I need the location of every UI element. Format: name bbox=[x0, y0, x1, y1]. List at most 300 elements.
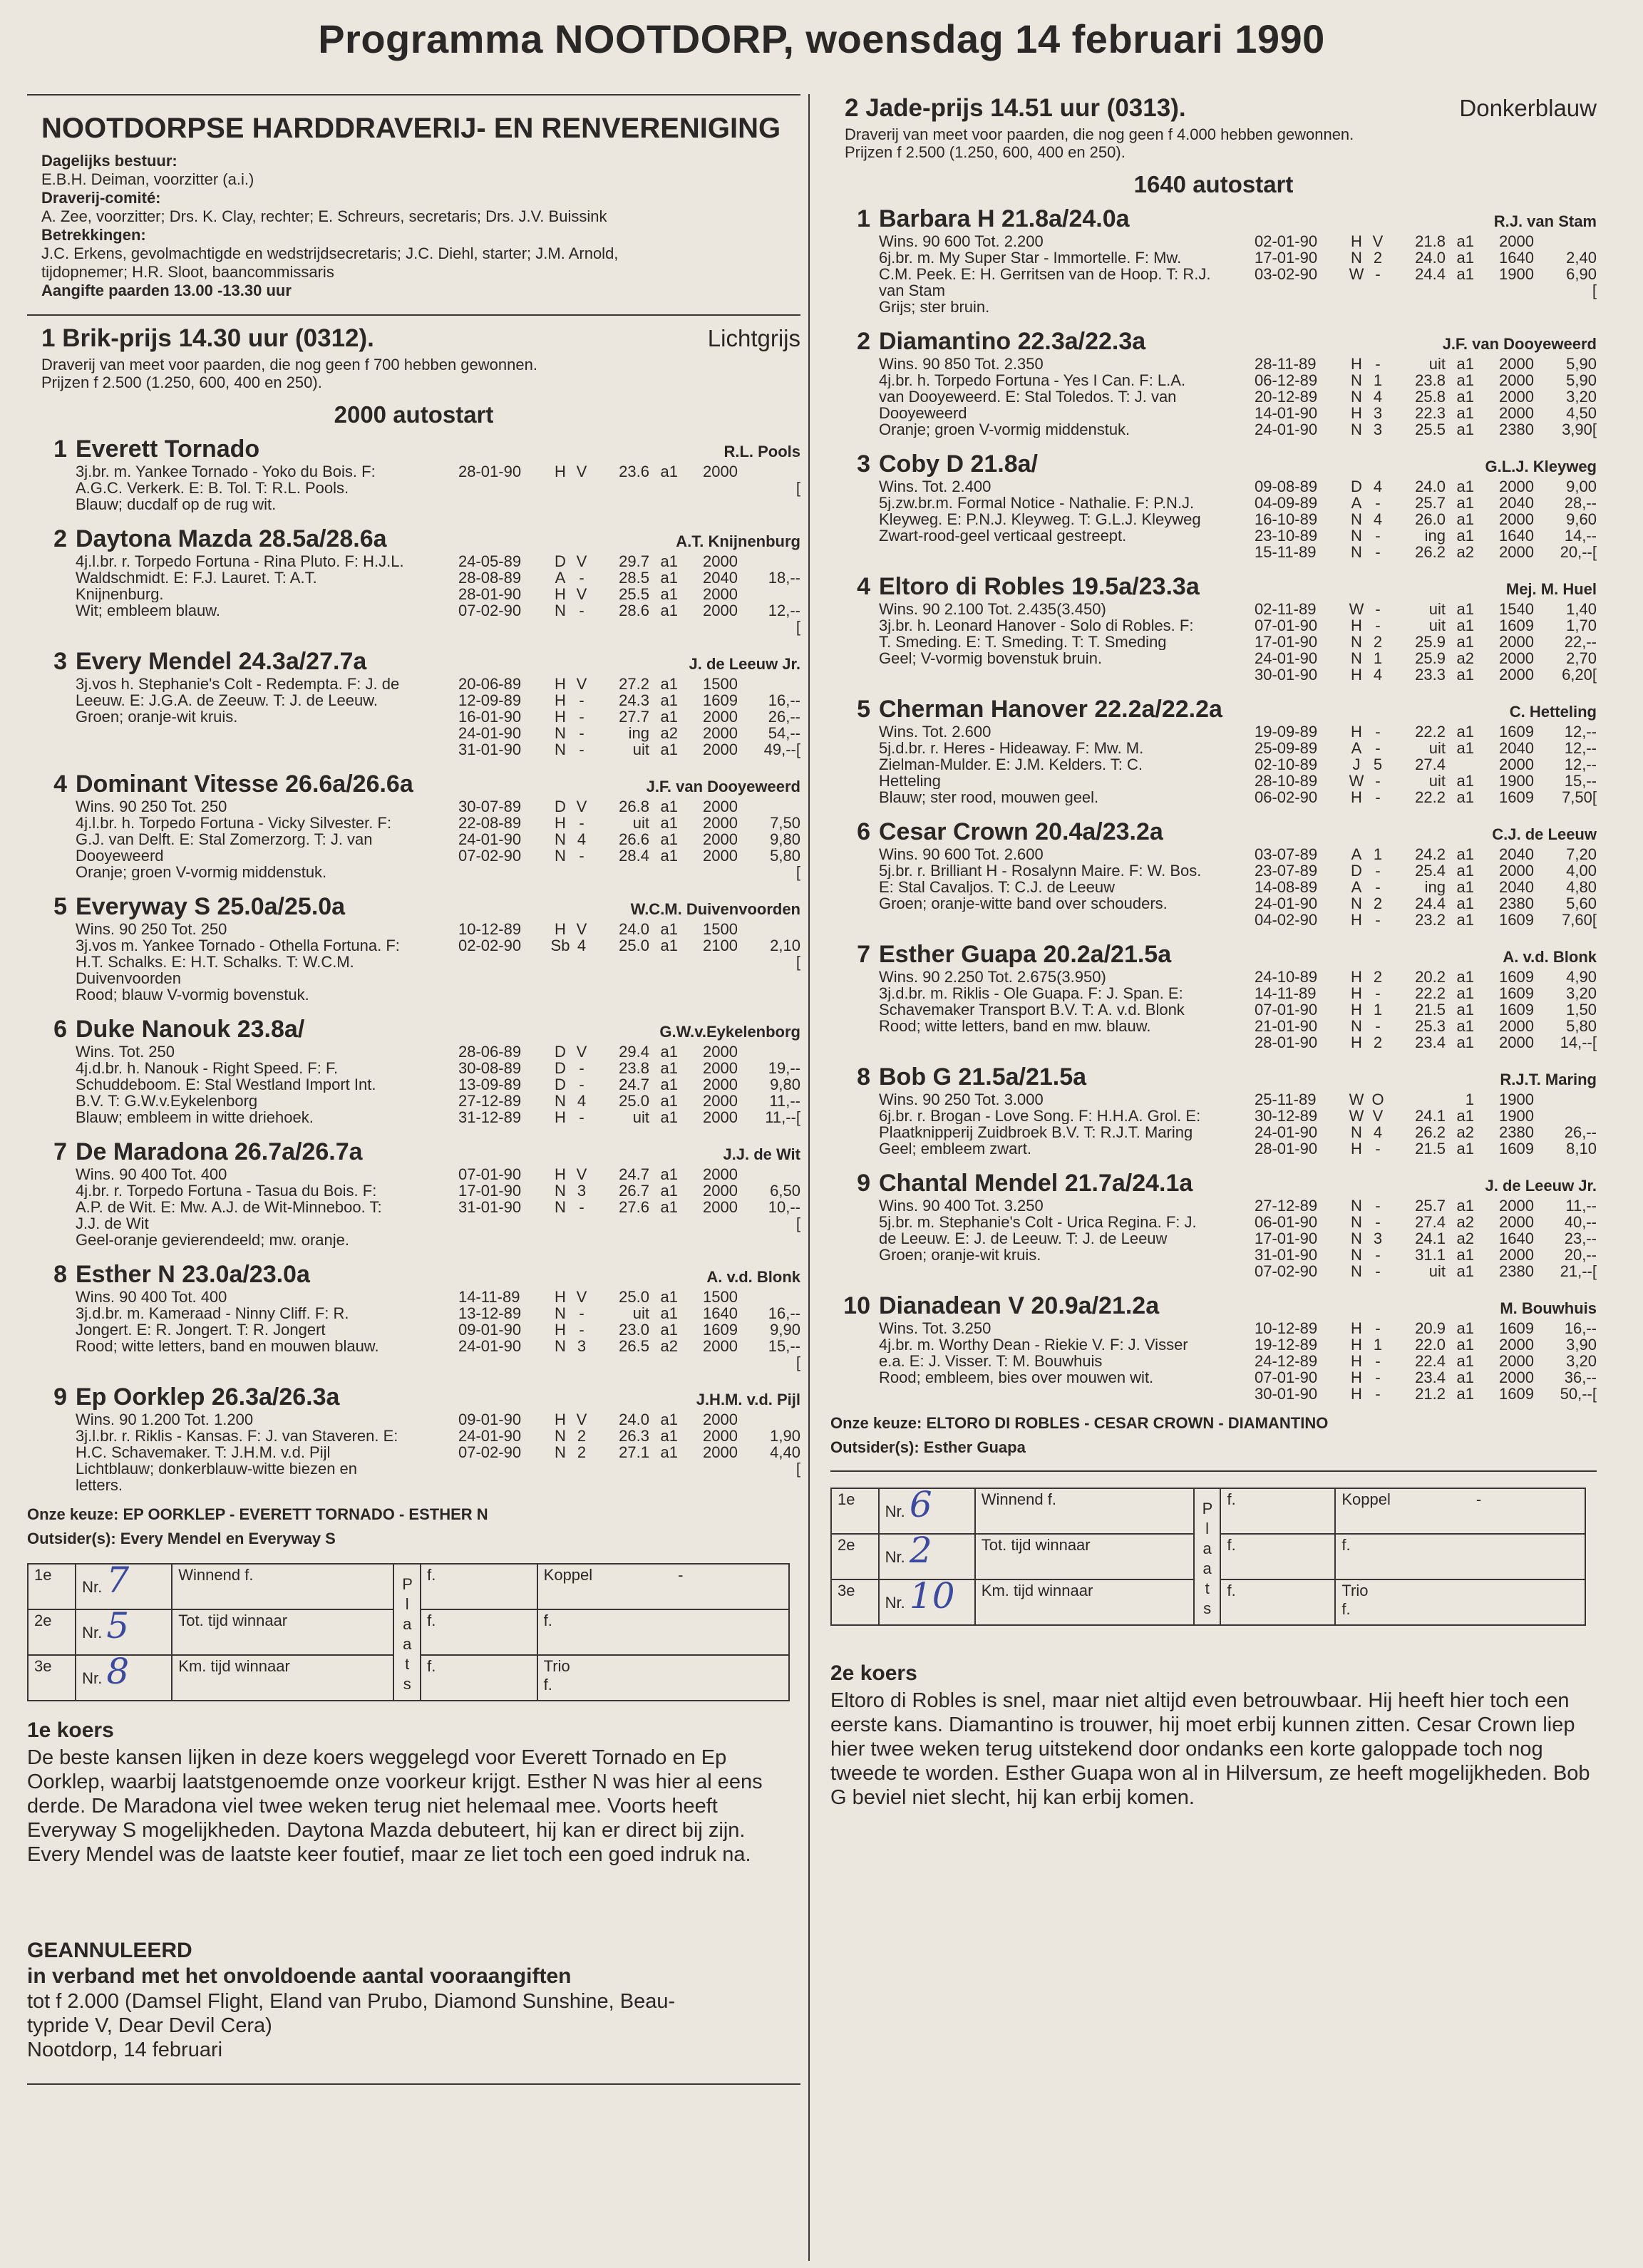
form-date: 28-01-90 bbox=[1255, 1140, 1318, 1158]
form-track: N bbox=[1351, 371, 1362, 389]
form-payout: 1,40 bbox=[1566, 600, 1597, 618]
form-time: 27.4 bbox=[1415, 756, 1446, 773]
horse-name: Ep Oorklep 26.3a/26.3a bbox=[76, 1383, 340, 1411]
horse-desc-line: 3j.br. m. Yankee Tornado - Yoko du Bois. F: bbox=[76, 463, 376, 480]
horse-desc-line: 6j.br. m. My Super Star - Immortelle. F: Mw. bbox=[879, 249, 1182, 266]
form-track: N bbox=[1351, 388, 1362, 406]
form-place: - bbox=[1375, 1319, 1381, 1337]
horse-entry bbox=[27, 648, 800, 758]
horse-body bbox=[76, 553, 800, 635]
form-place: - bbox=[1375, 494, 1381, 512]
horse-number: 2 bbox=[53, 525, 67, 552]
form-place: - bbox=[1375, 739, 1381, 757]
form-date: 24-01-90 bbox=[458, 830, 522, 848]
horse-body bbox=[76, 1411, 800, 1493]
form-payout: 9,80 bbox=[770, 830, 800, 848]
horse-name: Everyway S 25.0a/25.0a bbox=[76, 893, 346, 920]
horse-form bbox=[1255, 846, 1597, 928]
form-row bbox=[1255, 544, 1597, 560]
horse-header bbox=[830, 450, 1597, 478]
betrekkingen-label: Betrekkingen: bbox=[41, 226, 146, 244]
form-place: - bbox=[1375, 1262, 1381, 1280]
form-row bbox=[458, 937, 800, 954]
race2-distance: 1640 autostart bbox=[1133, 171, 1294, 197]
form-time: 24.0 bbox=[619, 1411, 649, 1428]
horse-description bbox=[879, 233, 1255, 315]
form-time: 21.8 bbox=[1415, 232, 1446, 250]
form-start: a1 bbox=[660, 741, 678, 758]
form-payout bbox=[738, 1411, 800, 1428]
horse-desc-line: Wins. 90 2.100 Tot. 2.435(3.450) bbox=[879, 601, 1106, 617]
form-track: A bbox=[555, 569, 566, 587]
form-row bbox=[458, 798, 800, 815]
horse-desc-line: 5j.br. m. Stephanie's Colt - Urica Regina. F: J. bbox=[879, 1214, 1197, 1230]
form-date: 16-01-90 bbox=[458, 708, 522, 726]
form-payout: 7,50[ bbox=[1562, 788, 1597, 806]
horse-trainer: A. v.d. Blonk bbox=[706, 1268, 800, 1286]
form-date: 21-01-90 bbox=[1255, 1017, 1318, 1035]
f-label: f. bbox=[543, 1612, 552, 1629]
form-place: - bbox=[579, 1108, 584, 1126]
form-start: a1 bbox=[1456, 355, 1474, 373]
form-time: 25.0 bbox=[619, 1092, 649, 1110]
km-label: Km. tijd winnaar bbox=[975, 1579, 1194, 1625]
form-place: V bbox=[1372, 1107, 1384, 1125]
race2-title: 2 Jade-prijs 14.51 uur (0313). bbox=[845, 94, 1186, 122]
form-start: a1 bbox=[1456, 232, 1474, 250]
horse-desc-line: van Stam bbox=[879, 282, 945, 299]
race1-color: Lichtgrijs bbox=[707, 325, 800, 351]
nr-label: Nr. bbox=[885, 1594, 905, 1612]
row-label: 2e bbox=[28, 1609, 76, 1655]
form-track: N bbox=[1351, 249, 1362, 267]
form-distance: 2000 bbox=[1499, 1034, 1534, 1051]
race2-header bbox=[845, 94, 1597, 123]
form-place: 2 bbox=[1373, 633, 1383, 651]
horse-description bbox=[76, 463, 458, 512]
form-row bbox=[1255, 1034, 1597, 1051]
form-payout bbox=[1534, 233, 1597, 249]
winnend-label: Winnend f. bbox=[172, 1564, 393, 1609]
form-extra bbox=[458, 1460, 800, 1477]
form-start: a1 bbox=[1456, 1017, 1474, 1035]
horse-number: 7 bbox=[857, 941, 870, 968]
form-date: 15-11-89 bbox=[1255, 543, 1317, 561]
form-distance: 2040 bbox=[1499, 739, 1534, 757]
horse-name: Diamantino 22.3a/22.3a bbox=[879, 328, 1146, 355]
horse-form bbox=[1255, 1197, 1597, 1279]
form-start: a1 bbox=[660, 691, 678, 709]
horse-form bbox=[458, 553, 800, 635]
horse-entry bbox=[830, 1292, 1597, 1402]
form-start: a1 bbox=[660, 585, 678, 603]
plaats-label bbox=[393, 1564, 421, 1701]
form-start: a1 bbox=[1456, 723, 1474, 741]
form-extra bbox=[1255, 282, 1597, 299]
form-start: a2 bbox=[1456, 1123, 1474, 1141]
form-row bbox=[1255, 666, 1597, 683]
form-date: 09-01-90 bbox=[458, 1321, 522, 1339]
form-time: 24.7 bbox=[619, 1165, 649, 1183]
horse-header bbox=[27, 893, 800, 921]
form-time: uit bbox=[1428, 355, 1446, 373]
horse-header bbox=[27, 1016, 800, 1043]
form-date: 06-01-90 bbox=[1255, 1213, 1318, 1231]
form-date: 13-09-89 bbox=[458, 1076, 522, 1093]
form-payout bbox=[738, 798, 800, 815]
form-distance: 2000 bbox=[1499, 649, 1534, 667]
horse-desc-line: Wins. 90 250 Tot. 250 bbox=[76, 921, 227, 937]
form-distance: 2000 bbox=[1499, 371, 1534, 389]
form-row bbox=[458, 1166, 800, 1182]
form-time: 23.0 bbox=[619, 1321, 649, 1339]
form-row bbox=[1255, 756, 1597, 773]
form-row bbox=[458, 1109, 800, 1125]
form-date: 17-01-90 bbox=[1255, 249, 1318, 267]
form-row bbox=[1255, 634, 1597, 650]
f-label: f. bbox=[421, 1655, 537, 1701]
form-track: W bbox=[1349, 265, 1364, 283]
form-track: Sb bbox=[550, 937, 570, 954]
form-time: uit bbox=[632, 1304, 649, 1322]
geannuleerd-subtitle: in verband met het onvoldoende aantal vooraangiften bbox=[27, 1964, 572, 1988]
form-distance: 2000 bbox=[1499, 666, 1534, 684]
form-distance: 2000 bbox=[703, 741, 738, 758]
nr-label: Nr. bbox=[82, 1669, 103, 1687]
form-place: - bbox=[1375, 543, 1381, 561]
form-distance: 1609 bbox=[1499, 984, 1534, 1002]
form-row bbox=[1255, 1197, 1597, 1214]
horse-desc-line: 5j.d.br. r. Heres - Hideaway. F: Mw. M. bbox=[879, 740, 1144, 756]
horse-number: 9 bbox=[857, 1170, 870, 1197]
form-row bbox=[1255, 879, 1597, 895]
form-distance: 2000 bbox=[703, 798, 738, 815]
form-payout: 15,-- bbox=[768, 1337, 800, 1355]
horse-desc-line: Groen; oranje-witte band over schouders. bbox=[879, 895, 1168, 912]
horse-description bbox=[879, 846, 1255, 928]
form-row bbox=[458, 831, 800, 847]
form-date: 28-01-90 bbox=[1255, 1034, 1318, 1051]
row-label: 1e bbox=[28, 1564, 76, 1609]
nr-label: Nr. bbox=[885, 1502, 905, 1520]
horse-desc-line: G.J. van Delft. E: Stal Zomerzorg. T: J. van bbox=[76, 831, 373, 847]
form-date: 14-11-89 bbox=[1255, 984, 1317, 1002]
form-track: N bbox=[555, 1304, 566, 1322]
horse-desc-line: 3j.d.br. m. Kameraad - Ninny Cliff. F: R. bbox=[76, 1305, 349, 1321]
form-time: 21.5 bbox=[1415, 1140, 1446, 1158]
horse-name: Eltoro di Robles 19.5a/23.3a bbox=[879, 573, 1200, 600]
form-date: 20-12-89 bbox=[1255, 388, 1318, 406]
left-column bbox=[27, 94, 800, 2085]
horse-trainer: J.H.M. v.d. Pijl bbox=[696, 1391, 800, 1408]
form-time: 24.1 bbox=[1415, 1107, 1446, 1125]
form-time: 25.7 bbox=[1415, 1197, 1446, 1215]
horse-header bbox=[27, 525, 800, 553]
form-start: a1 bbox=[660, 1321, 678, 1339]
form-date: 07-01-90 bbox=[458, 1165, 522, 1183]
form-distance: 2000 bbox=[703, 708, 738, 726]
form-distance: 2000 bbox=[703, 1108, 738, 1126]
horse-desc-line: Wins. Tot. 2.400 bbox=[879, 478, 992, 495]
handwritten-number: 8 bbox=[106, 1651, 130, 1692]
horse-header bbox=[27, 1261, 800, 1289]
horse-desc-line: Oranje; groen V-vormig middenstuk. bbox=[76, 864, 327, 880]
f-label: f. bbox=[1220, 1488, 1335, 1534]
form-start: a2 bbox=[660, 724, 678, 742]
horse-header bbox=[27, 770, 800, 798]
horse-form bbox=[458, 798, 800, 880]
form-track: N bbox=[1351, 1262, 1362, 1280]
form-time: 27.4 bbox=[1415, 1213, 1446, 1231]
form-payout: 5,90 bbox=[1566, 355, 1597, 373]
form-start: a1 bbox=[660, 1411, 678, 1428]
horse-trainer: A.T. Knijnenburg bbox=[676, 532, 800, 550]
form-time: 29.4 bbox=[619, 1043, 649, 1061]
winnend-label: Winnend f. bbox=[975, 1488, 1194, 1534]
horse-entry bbox=[27, 1261, 800, 1371]
form-date: 24-01-90 bbox=[1255, 649, 1318, 667]
form-time: 25.8 bbox=[1415, 388, 1446, 406]
form-payout: 12,-- bbox=[1564, 756, 1597, 773]
form-place: O bbox=[1371, 1091, 1384, 1108]
horse-desc-line: Wins. 90 2.250 Tot. 2.675(3.950) bbox=[879, 969, 1106, 985]
horse-number: 2 bbox=[857, 328, 870, 355]
form-distance: 2000 bbox=[703, 814, 738, 832]
form-track: N bbox=[1351, 1246, 1362, 1264]
form-time: 24.0 bbox=[1415, 249, 1446, 267]
form-date: 06-12-89 bbox=[1255, 371, 1318, 389]
form-row bbox=[1255, 388, 1597, 405]
horse-description bbox=[879, 1320, 1255, 1402]
form-start: a1 bbox=[1456, 862, 1474, 880]
form-start: a1 bbox=[660, 798, 678, 815]
form-row bbox=[1255, 527, 1597, 544]
horse-description bbox=[879, 356, 1255, 438]
form-row bbox=[458, 1338, 800, 1354]
form-payout: 12,-- bbox=[768, 602, 800, 619]
horse-trainer: G.L.J. Kleyweg bbox=[1485, 458, 1597, 475]
horse-desc-line: Wins. Tot. 2.600 bbox=[879, 723, 992, 740]
form-place: 3 bbox=[1373, 404, 1383, 422]
form-date: 07-02-90 bbox=[458, 602, 522, 619]
horse-trainer: J.F. van Dooyeweerd bbox=[1442, 335, 1597, 353]
horse-desc-line: 5j.zw.br.m. Formal Notice - Nathalie. F: P.N.J. bbox=[879, 495, 1195, 511]
horse-form bbox=[458, 1166, 800, 1248]
form-track: N bbox=[1351, 527, 1362, 545]
horse-header bbox=[830, 1170, 1597, 1197]
form-row bbox=[1255, 1108, 1597, 1124]
form-start: a1 bbox=[660, 1288, 678, 1306]
f-label: f. bbox=[1220, 1579, 1335, 1625]
form-time: 25.9 bbox=[1415, 649, 1446, 667]
form-payout: 40,-- bbox=[1564, 1213, 1597, 1231]
horse-entry bbox=[830, 573, 1597, 683]
form-place: 4 bbox=[1373, 510, 1383, 528]
form-time: 22.2 bbox=[1415, 984, 1446, 1002]
form-time: 25.7 bbox=[1415, 494, 1446, 512]
horse-entry bbox=[830, 205, 1597, 315]
form-distance: 1500 bbox=[703, 920, 738, 938]
tot-label: Tot. tijd winnaar bbox=[975, 1534, 1194, 1579]
horse-entry bbox=[830, 1063, 1597, 1157]
form-track: H bbox=[1351, 788, 1362, 806]
form-distance: 2000 bbox=[703, 463, 738, 480]
form-time: 26.6 bbox=[619, 830, 649, 848]
horse-trainer: C.J. de Leeuw bbox=[1492, 825, 1597, 843]
form-date: 23-10-89 bbox=[1255, 527, 1318, 545]
horse-entry bbox=[27, 1138, 800, 1248]
form-place: 1 bbox=[1373, 1336, 1383, 1354]
form-distance: 1609 bbox=[703, 1321, 738, 1339]
form-time: 25.3 bbox=[1415, 1017, 1446, 1035]
row-label: 2e bbox=[831, 1534, 879, 1579]
form-track: D bbox=[555, 1076, 566, 1093]
horse-number: 3 bbox=[857, 450, 870, 478]
form-start: a1 bbox=[660, 1304, 678, 1322]
form-time: 26.0 bbox=[1415, 510, 1446, 528]
form-start: a1 bbox=[1456, 1246, 1474, 1264]
form-track: H bbox=[1351, 1034, 1362, 1051]
form-row bbox=[1255, 601, 1597, 617]
form-distance: 2100 bbox=[703, 937, 738, 954]
form-time: 21.5 bbox=[1415, 1001, 1446, 1019]
horse-trainer: W.C.M. Duivenvoorden bbox=[630, 900, 800, 918]
horse-desc-line: Groen; oranje-wit kruis. bbox=[76, 708, 238, 725]
form-payout: 9,80 bbox=[770, 1076, 800, 1093]
horse-body bbox=[879, 969, 1597, 1051]
form-payout: 3,90 bbox=[1566, 1336, 1597, 1354]
horse-name: Esther N 23.0a/23.0a bbox=[76, 1261, 310, 1288]
form-start: a1 bbox=[1456, 1001, 1474, 1019]
horse-body bbox=[879, 1091, 1597, 1157]
form-place: 2 bbox=[1373, 1034, 1383, 1051]
horse-header bbox=[830, 941, 1597, 969]
form-distance: 2000 bbox=[1499, 510, 1534, 528]
form-track: H bbox=[1351, 355, 1362, 373]
form-payout: 9,90 bbox=[770, 1321, 800, 1339]
form-track: H bbox=[1351, 1001, 1362, 1019]
form-row bbox=[458, 1182, 800, 1199]
horse-form bbox=[1255, 601, 1597, 683]
koppel-f bbox=[537, 1609, 789, 1655]
form-place: - bbox=[1375, 772, 1381, 790]
form-payout bbox=[738, 1166, 800, 1182]
form-distance: 2000 bbox=[703, 602, 738, 619]
form-track: A bbox=[1351, 739, 1362, 757]
horse-trainer: A. v.d. Blonk bbox=[1503, 948, 1597, 966]
form-track: A bbox=[1351, 845, 1362, 863]
form-track: N bbox=[555, 602, 566, 619]
form-payout: 8,10 bbox=[1566, 1140, 1597, 1158]
horse-number: 5 bbox=[857, 696, 870, 723]
horse-body bbox=[879, 1197, 1597, 1279]
form-row bbox=[458, 1093, 800, 1109]
horse-body bbox=[76, 921, 800, 1003]
row-label: 1e bbox=[831, 1488, 879, 1534]
horse-desc-line: C.M. Peek. E: H. Gerritsen van de Hoop. T: R.J. bbox=[879, 266, 1211, 282]
form-time: 26.3 bbox=[619, 1427, 649, 1445]
form-start: a1 bbox=[660, 847, 678, 865]
horse-desc-line: 4j.d.br. h. Nanouk - Right Speed. F: F. bbox=[76, 1060, 339, 1076]
form-distance: 2000 bbox=[703, 1043, 738, 1061]
horse-desc-line: Wins. 90 600 Tot. 2.600 bbox=[879, 846, 1044, 862]
form-payout: 20,--[ bbox=[1560, 543, 1597, 561]
handwritten-number: 6 bbox=[909, 1484, 932, 1525]
horse-trainer: Mej. M. Huel bbox=[1505, 580, 1597, 598]
horse-number: 4 bbox=[53, 770, 67, 798]
form-row bbox=[458, 1305, 800, 1321]
form-row bbox=[1255, 1320, 1597, 1336]
form-date: 30-01-90 bbox=[1255, 1385, 1318, 1403]
horse-body bbox=[76, 1289, 800, 1371]
horse-trainer: M. Bouwhuis bbox=[1500, 1299, 1597, 1317]
form-start: a1 bbox=[1456, 249, 1474, 267]
horse-desc-line: Wins. 90 600 Tot. 2.200 bbox=[879, 233, 1044, 249]
form-distance: 2000 bbox=[703, 830, 738, 848]
race1-horse-list bbox=[27, 435, 800, 1493]
divider bbox=[830, 1470, 1597, 1472]
form-track: N bbox=[555, 741, 566, 758]
form-payout: 16,-- bbox=[768, 1304, 800, 1322]
form-place: V bbox=[576, 1288, 587, 1306]
form-distance: 2380 bbox=[1499, 421, 1534, 438]
horse-header bbox=[830, 696, 1597, 723]
club-name: NOOTDORPSE HARDDRAVERIJ- EN RENVERENIGING bbox=[41, 113, 781, 144]
horse-desc-line: Plaatknipperij Zuidbroek B.V. T: R.J.T. Maring bbox=[879, 1124, 1193, 1140]
form-row bbox=[1255, 912, 1597, 928]
form-time: 24.3 bbox=[619, 691, 649, 709]
form-payout: 28,-- bbox=[1564, 494, 1597, 512]
form-start: a1 bbox=[660, 675, 678, 693]
form-start: a1 bbox=[1456, 666, 1474, 684]
form-start bbox=[1446, 756, 1474, 773]
comite-label: Draverij-comité: bbox=[41, 189, 161, 207]
form-payout: 4,50 bbox=[1566, 404, 1597, 422]
form-row bbox=[458, 1321, 800, 1338]
form-start: a1 bbox=[1456, 845, 1474, 863]
form-payout: 23,-- bbox=[1564, 1230, 1597, 1247]
form-date: 24-01-90 bbox=[1255, 895, 1318, 912]
form-payout bbox=[1534, 1108, 1597, 1124]
race2-comment-title: 2e koers bbox=[830, 1661, 917, 1685]
form-place: - bbox=[579, 691, 584, 709]
form-payout: 7,60[ bbox=[1562, 911, 1597, 929]
form-row bbox=[1255, 511, 1597, 527]
horse-desc-line: Rood; blauw V-vormig bovenstuk. bbox=[76, 986, 309, 1003]
horse-desc-line: letters. bbox=[76, 1477, 123, 1493]
form-track: D bbox=[555, 1043, 566, 1061]
horse-number: 3 bbox=[53, 648, 67, 675]
form-row bbox=[458, 1444, 800, 1460]
form-track: N bbox=[555, 830, 566, 848]
horse-header bbox=[830, 1063, 1597, 1091]
form-distance: 2000 bbox=[703, 1059, 738, 1077]
horse-desc-line: 4j.l.br. r. Torpedo Fortuna - Rina Pluto. F: H.J.L. bbox=[76, 553, 404, 569]
form-date: 24-05-89 bbox=[458, 552, 522, 570]
form-start: a1 bbox=[660, 1076, 678, 1093]
horse-desc-line: Wins. 90 850 Tot. 2.350 bbox=[879, 356, 1044, 372]
form-time: uit bbox=[1428, 600, 1446, 618]
race1-comment-title: 1e koers bbox=[27, 1718, 114, 1742]
form-place: 4 bbox=[1373, 388, 1383, 406]
form-track: H bbox=[1351, 1385, 1362, 1403]
form-date: 24-01-90 bbox=[1255, 421, 1318, 438]
horse-desc-line: Oranje; groen V-vormig middenstuk. bbox=[879, 421, 1130, 438]
horse-name: Dominant Vitesse 26.6a/26.6a bbox=[76, 770, 413, 798]
race2-comment: Eltoro di Robles is snel, maar niet altijd even betrouwbaar. Hij heeft hier toch een eerste kans. Diamantino is trouwer, hij moet erbij kunnen zitten. Cesar Crown liep hier twee weken terug uitstekend door ondanks een korte galoppade toch nog tweede te worden. Esther Guapa won al in Hilversum, ze heeft mogelijkheden. Bob G beviel niet slecht, hij kan erbij komen. bbox=[830, 1689, 1590, 1809]
horse-body bbox=[879, 846, 1597, 928]
horse-form bbox=[1255, 723, 1597, 805]
